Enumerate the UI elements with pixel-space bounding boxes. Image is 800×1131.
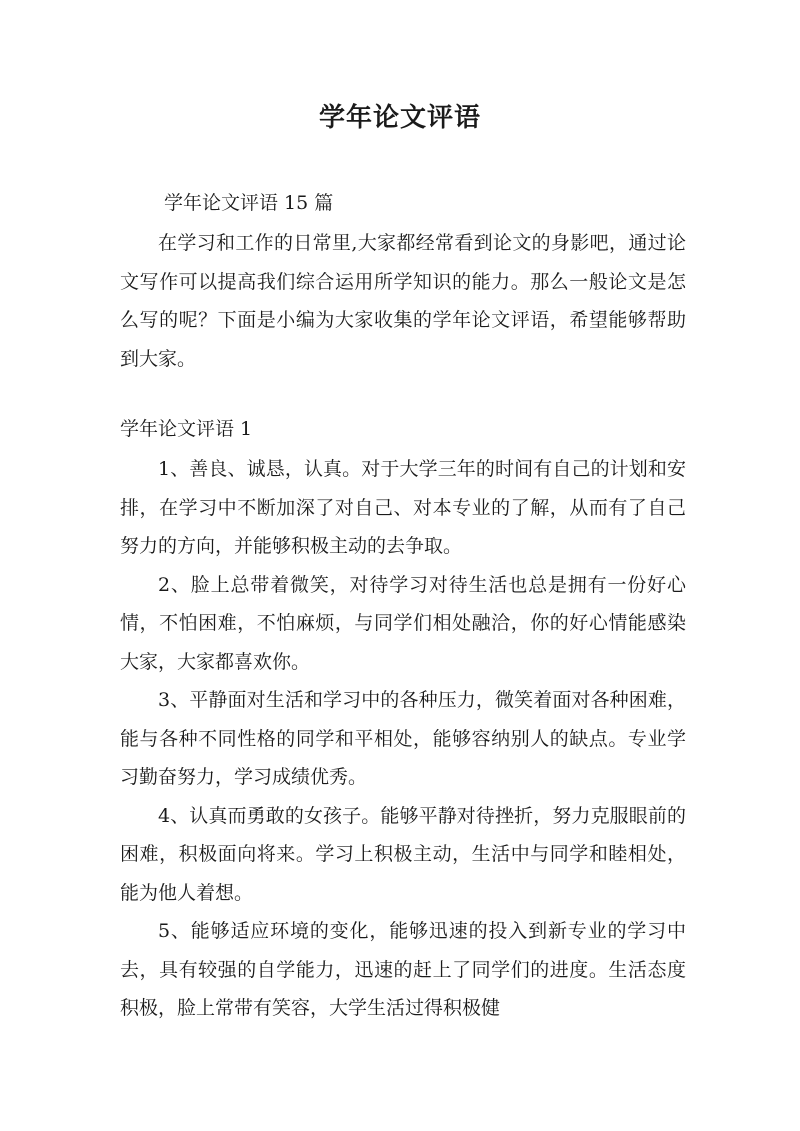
document-title: 学年论文评语 (318, 103, 481, 133)
section-heading: 学年论文评语 1 (120, 418, 253, 440)
comment-item: 4、认真而勇敢的女孩子。能够平静对待挫折，努力克服眼前的困难，积极面向将来。学习上积极主动，生活中与同学和睦相处，能为他人着想。 (120, 804, 686, 904)
comment-item: 3、平静面对生活和学习中的各种压力，微笑着面对各种困难，能与各种不同性格的同学和平相处，能够容纳别人的缺点。专业学习勤奋努力，学习成绩优秀。 (120, 689, 686, 788)
document-subtitle: 学年论文评语 15 篇 (164, 192, 334, 214)
comment-list (120, 450, 686, 1028)
intro-paragraph: 在学习和工作的日常里,大家都经常看到论文的身影吧，通过论文写作可以提高我们综合运用所学知识的能力。那么一般论文是怎么写的呢？下面是小编为大家收集的学年论文评语，希望能够帮助到大家。 (120, 232, 686, 370)
comment-item: 1、善良、诚恳，认真。对于大学三年的时间有自己的计划和安排，在学习中不断加深了对自己、对本专业的了解，从而有了自己努力的方向，并能够积极主动的去争取。 (120, 458, 686, 557)
comment-item: 5、能够适应环境的变化，能够迅速的投入到新专业的学习中去，具有较强的自学能力，迅速的赶上了同学们的进度。生活态度积极，脸上常带有笑容，大学生活过得积极健 (120, 920, 686, 1019)
comment-item: 2、脸上总带着微笑，对待学习对待生活也总是拥有一份好心情，不怕困难，不怕麻烦，与同学们相处融洽，你的好心情能感染大家，大家都喜欢你。 (120, 573, 686, 673)
